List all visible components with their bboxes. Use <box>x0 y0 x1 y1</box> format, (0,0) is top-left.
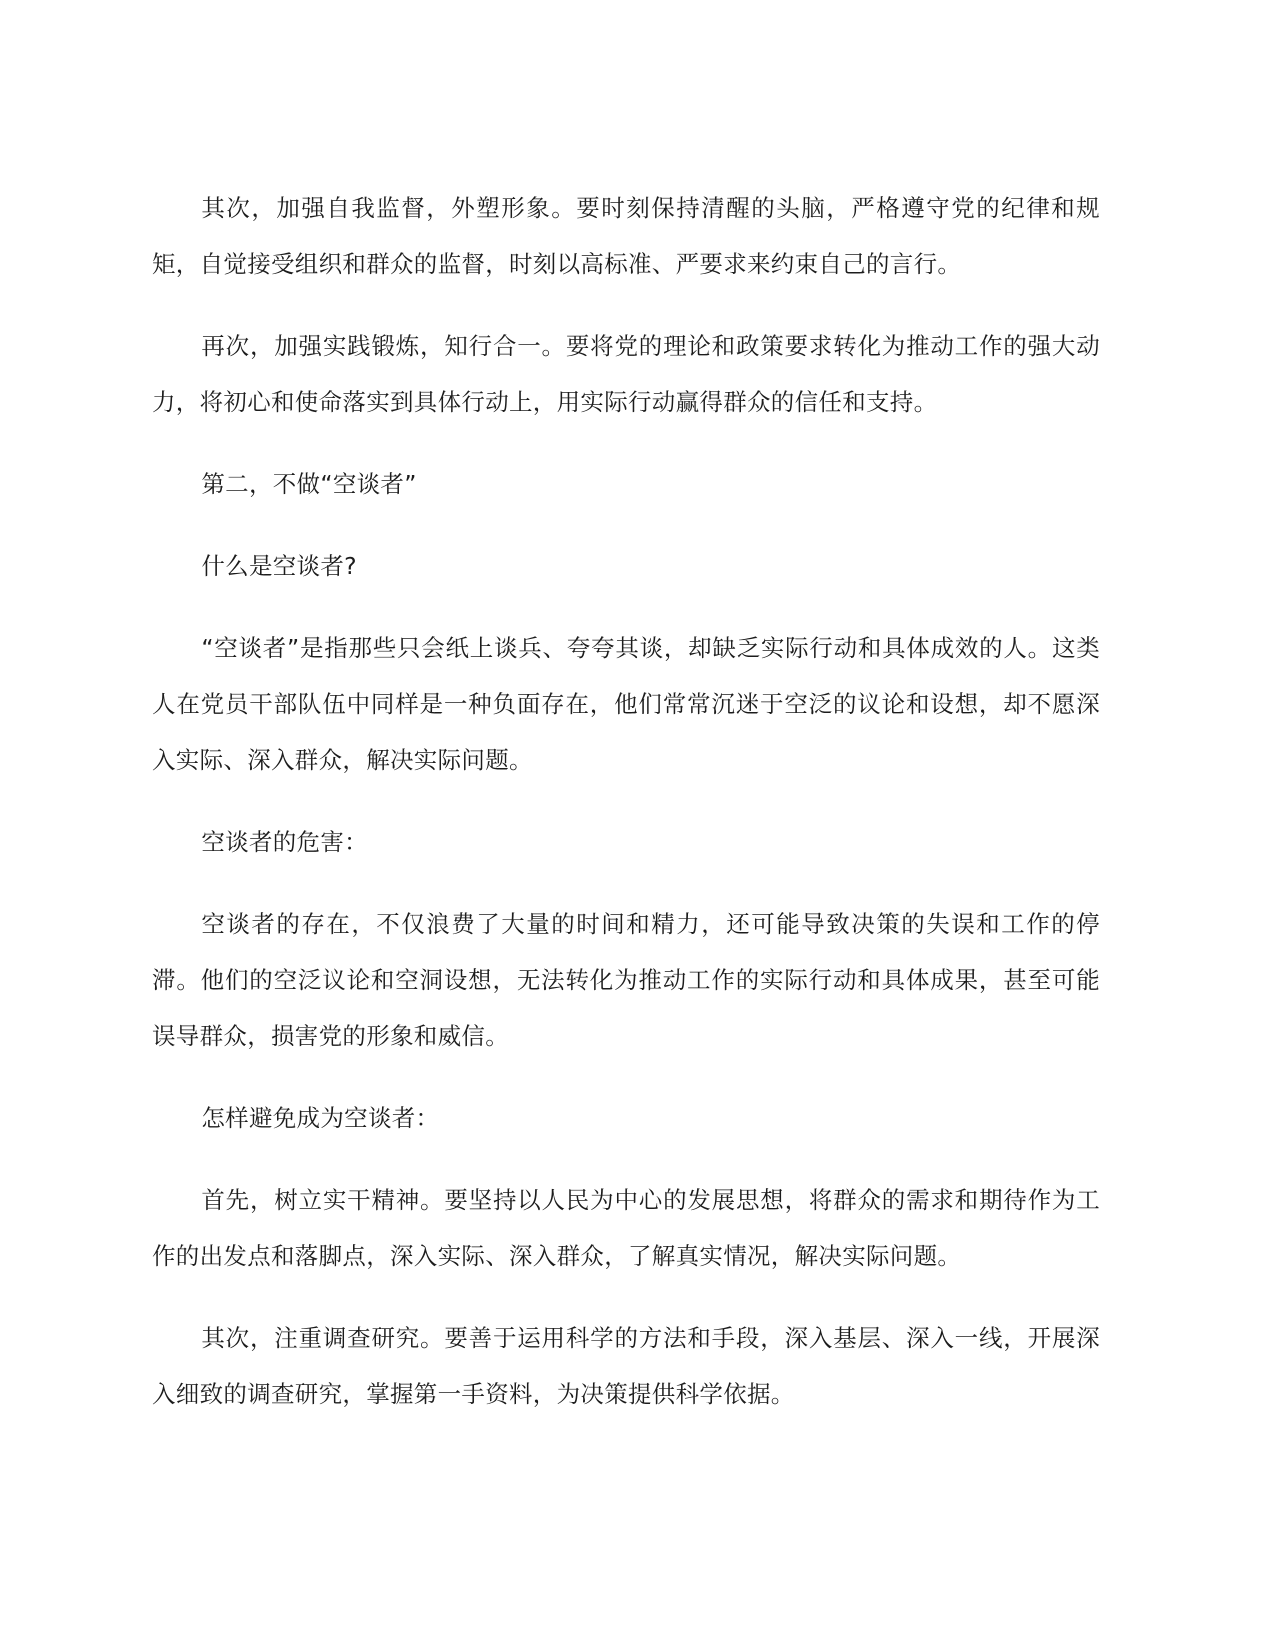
paragraph-harms: 空谈者的存在，不仅浪费了大量的时间和精力，还可能导致决策的失误和工作的停滞。他们的空泛议论和空洞设想，无法转化为推动工作的实际行动和具体成果，甚至可能误导群众，损害党的形象和威信。 <box>152 910 1100 1050</box>
paragraph-practical-spirit: 首先，树立实干精神。要坚持以人民为中心的发展思想，将群众的需求和期待作为工作的出发点和落脚点，深入实际、深入群众，了解真实情况，解决实际问题。 <box>152 1186 1100 1270</box>
subheading-how-to-avoid: 怎样避免成为空谈者： <box>201 1104 440 1132</box>
subheading-harms: 空谈者的危害： <box>201 828 368 856</box>
paragraph-practice-training: 再次，加强实践锻炼，知行合一。要将党的理论和政策要求转化为推动工作的强大动力，将初心和使命落实到具体行动上，用实际行动赢得群众的信任和支持。 <box>152 332 1100 416</box>
section-heading-no-empty-talk: 第二，不做“空谈者” <box>201 470 417 498</box>
paragraph-investigation-research: 其次，注重调查研究。要善于运用科学的方法和手段，深入基层、深入一线，开展深入细致的调查研究，掌握第一手资料，为决策提供科学依据。 <box>152 1324 1100 1408</box>
paragraph-self-supervision: 其次，加强自我监督，外塑形象。要时刻保持清醒的头脑，严格遵守党的纪律和规矩，自觉接受组织和群众的监督，时刻以高标准、严要求来约束自己的言行。 <box>152 194 1100 278</box>
document-body <box>152 180 1100 1448</box>
paragraph-definition: “空谈者”是指那些只会纸上谈兵、夸夸其谈，却缺乏实际行动和具体成效的人。这类人在党员干部队伍中同样是一种负面存在，他们常常沉迷于空泛的议论和设想，却不愿深入实际、深入群众，解决实际问题。 <box>152 634 1100 774</box>
subheading-what-is-empty-talker: 什么是空谈者? <box>201 552 357 580</box>
